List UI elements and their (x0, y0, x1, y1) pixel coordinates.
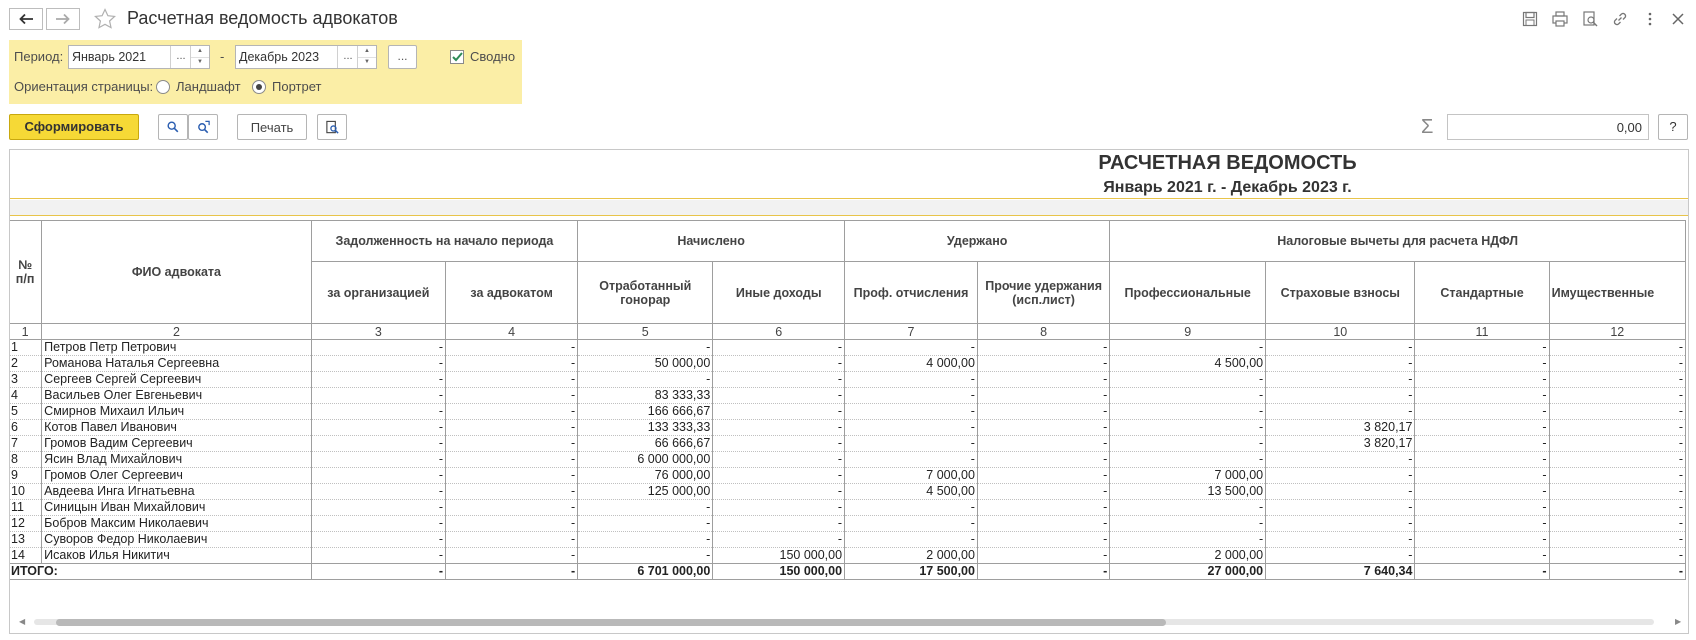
table-cell[interactable]: Котов Павел Иванович (42, 420, 312, 436)
table-cell[interactable]: - (446, 372, 578, 388)
column-number-cell: 11 (1415, 324, 1549, 340)
total-cell[interactable]: 27 000,00 (1110, 564, 1266, 580)
table-cell[interactable]: - (845, 452, 978, 468)
table-cell[interactable]: - (845, 436, 978, 452)
sum-icon: Σ (1421, 116, 1434, 138)
table-cell[interactable]: - (845, 516, 978, 532)
sum-field[interactable] (1447, 114, 1649, 140)
header-debt: Задолженность на начало периода (311, 221, 578, 262)
table-cell[interactable]: - (446, 468, 578, 484)
table-cell[interactable]: - (1266, 516, 1415, 532)
table-cell[interactable]: - (1110, 420, 1266, 436)
table-cell[interactable]: - (1549, 420, 1685, 436)
table-cell[interactable]: - (446, 452, 578, 468)
header-insurance: Страховые взносы (1266, 262, 1415, 324)
date-to-spinner[interactable]: ▲ ▼ (357, 46, 376, 68)
report-subtitle: Январь 2021 г. - Декабрь 2023 г. (1103, 179, 1352, 196)
period-label: Период: (14, 49, 64, 64)
table-cell[interactable]: - (311, 404, 445, 420)
table-cell[interactable]: 8 (9, 452, 42, 468)
table-cell[interactable]: 150 000,00 (713, 548, 845, 564)
table-cell[interactable]: - (1549, 484, 1685, 500)
table-cell[interactable]: 4 500,00 (1110, 356, 1266, 372)
table-cell[interactable]: - (1266, 532, 1415, 548)
table-cell[interactable]: - (713, 404, 845, 420)
scroll-right-icon[interactable]: ▶ (1675, 617, 1682, 626)
date-from-field[interactable] (68, 45, 210, 69)
table-cell[interactable]: - (1549, 372, 1685, 388)
table-cell[interactable]: - (845, 500, 978, 516)
arrow-right-icon (55, 13, 71, 25)
table-row[interactable] (9, 420, 1686, 436)
table-cell[interactable]: - (446, 356, 578, 372)
header-prof-deductions: Проф. отчисления (845, 262, 978, 324)
table-cell[interactable]: 2 000,00 (845, 548, 978, 564)
table-cell[interactable]: - (446, 420, 578, 436)
table-cell[interactable]: - (977, 548, 1109, 564)
total-cell[interactable]: 6 701 000,00 (578, 564, 713, 580)
table-cell[interactable]: 1 (9, 340, 42, 356)
table-cell[interactable]: - (1549, 404, 1685, 420)
table-cell[interactable]: Суворов Федор Николаевич (42, 532, 312, 548)
table-cell[interactable]: - (977, 388, 1109, 404)
table-cell[interactable]: - (446, 548, 578, 564)
table-cell[interactable]: - (446, 484, 578, 500)
table-cell[interactable]: - (977, 356, 1109, 372)
table-cell[interactable]: - (1110, 372, 1266, 388)
date-from-value: Январь 2021 (72, 50, 147, 64)
table-cell[interactable]: 10 (9, 484, 42, 500)
horizontal-scrollbar[interactable] (10, 613, 1689, 631)
sum-value: 0,00 (1616, 120, 1642, 135)
table-cell[interactable]: - (845, 420, 978, 436)
print-button[interactable]: Печать (237, 114, 307, 140)
table-cell[interactable]: - (1549, 340, 1685, 356)
table-cell[interactable]: - (578, 532, 713, 548)
total-cell[interactable]: 17 500,00 (845, 564, 978, 580)
table-cell[interactable]: - (713, 484, 845, 500)
table-cell[interactable]: - (977, 420, 1109, 436)
filter-panel (9, 40, 522, 104)
find-next-button[interactable] (188, 114, 218, 140)
table-cell[interactable]: - (977, 404, 1109, 420)
table-row[interactable] (9, 548, 1686, 564)
table-cell[interactable]: Сергеев Сергей Сергеевич (42, 372, 312, 388)
table-cell[interactable]: 4 500,00 (845, 484, 978, 500)
table-cell[interactable]: - (311, 388, 445, 404)
total-cell[interactable]: - (311, 564, 445, 580)
total-cell[interactable]: - (1549, 564, 1685, 580)
table-cell[interactable]: 7 000,00 (1110, 468, 1266, 484)
table-row[interactable] (9, 404, 1686, 420)
landscape-label: Ландшафт (176, 79, 241, 94)
table-cell[interactable]: - (1415, 548, 1549, 564)
table-cell[interactable]: - (311, 532, 445, 548)
total-row[interactable] (9, 564, 1686, 580)
table-cell[interactable]: - (1549, 532, 1685, 548)
table-cell[interactable]: - (1415, 436, 1549, 452)
table-cell[interactable]: 5 (9, 404, 42, 420)
scroll-thumb[interactable] (56, 619, 1166, 626)
table-cell[interactable]: - (446, 388, 578, 404)
table-cell[interactable]: - (1415, 468, 1549, 484)
table-cell[interactable]: - (977, 468, 1109, 484)
table-cell[interactable]: - (977, 436, 1109, 452)
table-cell[interactable]: 125 000,00 (578, 484, 713, 500)
table-cell[interactable]: - (1266, 548, 1415, 564)
table-cell[interactable]: - (311, 500, 445, 516)
date-separator: - (220, 49, 225, 64)
column-number-cell: 10 (1266, 324, 1415, 340)
date-from-select-button[interactable]: ... (170, 46, 191, 68)
table-cell[interactable]: - (713, 356, 845, 372)
scroll-left-icon[interactable]: ◀ (19, 617, 26, 626)
table-cell[interactable]: - (713, 340, 845, 356)
table-cell[interactable]: - (713, 468, 845, 484)
table-cell[interactable]: Громов Вадим Сергеевич (42, 436, 312, 452)
table-cell[interactable]: - (311, 468, 445, 484)
date-from-spinner[interactable]: ▲ ▼ (190, 46, 209, 68)
column-number-cell: 6 (713, 324, 845, 340)
table-cell[interactable]: - (977, 372, 1109, 388)
table-cell[interactable]: 2 (9, 356, 42, 372)
checkmark-icon (450, 50, 464, 64)
header-property: Имущественные (1549, 262, 1685, 324)
table-cell[interactable]: - (578, 340, 713, 356)
table-row[interactable] (9, 372, 1686, 388)
table-cell[interactable]: - (1266, 356, 1415, 372)
table-cell[interactable]: Исаков Илья Никитич (42, 548, 312, 564)
table-cell[interactable]: - (1549, 516, 1685, 532)
table-cell[interactable]: 11 (9, 500, 42, 516)
table-cell[interactable]: - (977, 516, 1109, 532)
table-cell[interactable]: Ясин Влад Михайлович (42, 452, 312, 468)
table-cell[interactable]: - (1266, 452, 1415, 468)
table-row[interactable] (9, 340, 1686, 356)
table-cell[interactable]: - (1549, 436, 1685, 452)
table-cell[interactable]: - (713, 500, 845, 516)
report-band (10, 200, 1689, 215)
table-cell[interactable]: - (713, 532, 845, 548)
table-cell[interactable]: - (578, 372, 713, 388)
column-number-cell: 4 (446, 324, 578, 340)
table-cell[interactable]: - (845, 340, 978, 356)
print-preview-button[interactable] (317, 114, 347, 140)
table-cell[interactable]: - (446, 340, 578, 356)
table-cell[interactable]: - (1266, 484, 1415, 500)
summary-checkbox[interactable] (450, 50, 464, 64)
table-cell[interactable]: 66 666,67 (578, 436, 713, 452)
table-cell[interactable]: - (1549, 356, 1685, 372)
table-cell[interactable]: 166 666,67 (578, 404, 713, 420)
header-fee: Отработанный гонорар (578, 262, 713, 324)
table-cell[interactable]: 13 500,00 (1110, 484, 1266, 500)
table-row[interactable] (9, 388, 1686, 404)
table-cell[interactable]: - (1266, 500, 1415, 516)
table-cell[interactable]: 3 (9, 372, 42, 388)
table-cell[interactable]: 9 (9, 468, 42, 484)
table-cell[interactable]: 4 000,00 (845, 356, 978, 372)
table-cell[interactable]: - (1110, 452, 1266, 468)
table-cell[interactable]: - (1415, 532, 1549, 548)
table-cell[interactable]: 14 (9, 548, 42, 564)
table-cell[interactable]: - (311, 484, 445, 500)
table-cell[interactable]: - (1549, 500, 1685, 516)
table-cell[interactable]: - (1415, 516, 1549, 532)
table-body (9, 340, 1686, 580)
column-number-cell: 7 (845, 324, 978, 340)
column-number-cell: 9 (1110, 324, 1266, 340)
table-cell[interactable]: - (578, 500, 713, 516)
table-cell[interactable]: - (1110, 516, 1266, 532)
table-cell[interactable]: - (1415, 404, 1549, 420)
table-cell[interactable]: - (446, 436, 578, 452)
header-tax-deductions: Налоговые вычеты для расчета НДФЛ (1110, 221, 1686, 262)
preview-icon[interactable] (1581, 10, 1599, 28)
table-cell[interactable]: - (311, 436, 445, 452)
generate-button[interactable]: Сформировать (9, 114, 139, 140)
period-select-button[interactable]: ... (388, 45, 417, 69)
table-cell[interactable]: Смирнов Михаил Ильич (42, 404, 312, 420)
table-cell[interactable]: - (1266, 388, 1415, 404)
table-cell[interactable]: - (311, 420, 445, 436)
table-row[interactable] (9, 532, 1686, 548)
table-cell[interactable]: Романова Наталья Сергеевна (42, 356, 312, 372)
orientation-label: Ориентация страницы: (14, 79, 154, 94)
header-accrued: Начислено (578, 221, 845, 262)
total-cell[interactable]: 7 640,34 (1266, 564, 1415, 580)
table-cell[interactable]: - (845, 532, 978, 548)
table-cell[interactable]: - (1110, 500, 1266, 516)
table-cell[interactable]: - (977, 484, 1109, 500)
table-cell[interactable]: 4 (9, 388, 42, 404)
table-cell[interactable]: - (1549, 548, 1685, 564)
table-cell[interactable]: - (713, 436, 845, 452)
search-icon (166, 120, 180, 134)
table-cell[interactable]: - (1415, 372, 1549, 388)
table-cell[interactable]: 3 820,17 (1266, 420, 1415, 436)
portrait-label: Портрет (272, 79, 322, 94)
table-cell[interactable]: - (1415, 452, 1549, 468)
link-icon[interactable] (1611, 10, 1629, 28)
table-cell[interactable]: - (845, 388, 978, 404)
table-cell[interactable]: 12 (9, 516, 42, 532)
table-cell[interactable]: 13 (9, 532, 42, 548)
portrait-radio[interactable] (252, 80, 266, 94)
table-cell[interactable]: - (1415, 388, 1549, 404)
print-icon[interactable] (1551, 10, 1569, 28)
table-cell[interactable]: - (1110, 436, 1266, 452)
table-cell[interactable]: - (1110, 340, 1266, 356)
summary-label: Сводно (470, 49, 516, 64)
table-row[interactable] (9, 500, 1686, 516)
table-cell[interactable]: Громов Олег Сергеевич (42, 468, 312, 484)
search-next-icon (196, 120, 211, 135)
header-other-withheld: Прочие удержания (исп.лист) (977, 262, 1109, 324)
arrow-left-icon (18, 13, 34, 25)
table-cell[interactable]: - (446, 532, 578, 548)
total-cell[interactable]: 150 000,00 (713, 564, 845, 580)
table-cell[interactable]: 7 000,00 (845, 468, 978, 484)
total-cell[interactable]: - (446, 564, 578, 580)
column-numbers-row (9, 324, 1686, 340)
column-number-cell: 1 (9, 324, 42, 340)
table-cell[interactable]: - (845, 404, 978, 420)
help-button[interactable]: ? (1658, 114, 1688, 140)
header-debt-adv: за адвокатом (446, 262, 578, 324)
table-cell[interactable]: - (446, 404, 578, 420)
table-cell[interactable]: - (713, 516, 845, 532)
table-cell[interactable]: - (311, 548, 445, 564)
header-withheld: Удержано (845, 221, 1110, 262)
table-cell[interactable]: Петров Петр Петрович (42, 340, 312, 356)
table-cell[interactable]: - (578, 516, 713, 532)
column-number-cell: 12 (1549, 324, 1685, 340)
table-cell[interactable]: - (311, 452, 445, 468)
table-cell[interactable]: - (713, 388, 845, 404)
title-bar (0, 0, 1696, 38)
table-row[interactable] (9, 452, 1686, 468)
table-cell[interactable]: - (1266, 340, 1415, 356)
report-title: РАСЧЕТНАЯ ВЕДОМОСТЬ (1098, 152, 1357, 174)
table-cell[interactable]: - (1415, 420, 1549, 436)
table-cell[interactable]: - (1549, 452, 1685, 468)
table-cell[interactable]: - (311, 356, 445, 372)
total-cell[interactable]: - (977, 564, 1109, 580)
table-cell[interactable]: 133 333,33 (578, 420, 713, 436)
table-row[interactable] (9, 516, 1686, 532)
header-num: № п/п (9, 221, 42, 324)
table-cell[interactable]: - (446, 516, 578, 532)
date-to-select-button[interactable]: ... (337, 46, 358, 68)
table-cell[interactable]: 3 820,17 (1266, 436, 1415, 452)
table-cell[interactable]: - (713, 452, 845, 468)
favorite-star-icon[interactable] (93, 7, 117, 31)
table-cell[interactable]: - (845, 372, 978, 388)
column-number-cell: 8 (977, 324, 1109, 340)
table-row[interactable] (9, 436, 1686, 452)
landscape-radio[interactable] (156, 80, 170, 94)
forward-button[interactable] (46, 8, 80, 30)
save-icon[interactable] (1521, 10, 1539, 28)
table-cell[interactable]: - (977, 340, 1109, 356)
preview-icon (325, 120, 340, 135)
table-cell[interactable]: - (1549, 388, 1685, 404)
table-cell[interactable]: - (1110, 532, 1266, 548)
divider (10, 215, 1689, 216)
table-cell[interactable]: - (311, 372, 445, 388)
table-cell[interactable]: Синицын Иван Михайлович (42, 500, 312, 516)
table-cell[interactable]: - (578, 548, 713, 564)
report-table (9, 220, 1686, 580)
table-cell[interactable]: - (1549, 468, 1685, 484)
table-cell[interactable]: - (1415, 500, 1549, 516)
table-cell[interactable]: - (446, 500, 578, 516)
header-fio: ФИО адвоката (42, 221, 312, 324)
table-cell[interactable]: Васильев Олег Евгеньевич (42, 388, 312, 404)
table-cell[interactable]: 2 000,00 (1110, 548, 1266, 564)
table-cell[interactable]: 7 (9, 436, 42, 452)
table-cell[interactable]: - (1110, 404, 1266, 420)
find-button[interactable] (158, 114, 188, 140)
table-cell[interactable]: - (311, 516, 445, 532)
table-row[interactable] (9, 484, 1686, 500)
table-row[interactable] (9, 356, 1686, 372)
table-cell[interactable]: - (1266, 372, 1415, 388)
report-area[interactable] (9, 149, 1689, 634)
table-cell[interactable]: Бобров Максим Николаевич (42, 516, 312, 532)
date-to-value: Декабрь 2023 (239, 50, 320, 64)
table-cell[interactable]: - (1110, 388, 1266, 404)
table-cell[interactable]: 6 (9, 420, 42, 436)
header-debt-org: за организацией (311, 262, 445, 324)
table-cell[interactable]: - (977, 452, 1109, 468)
table-cell[interactable]: - (713, 372, 845, 388)
divider (10, 198, 1689, 199)
header-standard: Стандартные (1415, 262, 1549, 324)
table-row[interactable] (9, 468, 1686, 484)
column-number-cell: 3 (311, 324, 445, 340)
total-label: ИТОГО: (9, 564, 311, 580)
table-cell[interactable]: 6 000 000,00 (578, 452, 713, 468)
table-cell[interactable]: - (1415, 356, 1549, 372)
date-to-field[interactable] (235, 45, 377, 69)
table-cell[interactable]: 76 000,00 (578, 468, 713, 484)
total-cell[interactable]: - (1415, 564, 1549, 580)
table-cell[interactable]: - (1266, 468, 1415, 484)
window-title: Расчетная ведомость адвокатов (127, 8, 398, 28)
more-vertical-icon[interactable] (1641, 10, 1659, 28)
table-cell[interactable]: Авдеева Инга Игнатьевна (42, 484, 312, 500)
column-number-cell: 2 (42, 324, 312, 340)
table-cell[interactable]: - (1415, 340, 1549, 356)
table-cell[interactable]: 50 000,00 (578, 356, 713, 372)
table-cell[interactable]: - (1266, 404, 1415, 420)
table-cell[interactable]: 83 333,33 (578, 388, 713, 404)
column-number-cell: 5 (578, 324, 713, 340)
table-cell[interactable]: - (311, 340, 445, 356)
table-cell[interactable]: - (1415, 484, 1549, 500)
table-cell[interactable]: - (977, 500, 1109, 516)
header-other-income: Иные доходы (713, 262, 845, 324)
table-cell[interactable]: - (977, 532, 1109, 548)
close-icon[interactable] (1669, 10, 1687, 28)
back-button[interactable] (9, 8, 43, 30)
header-professional: Профессиональные (1110, 262, 1266, 324)
table-cell[interactable]: - (713, 420, 845, 436)
